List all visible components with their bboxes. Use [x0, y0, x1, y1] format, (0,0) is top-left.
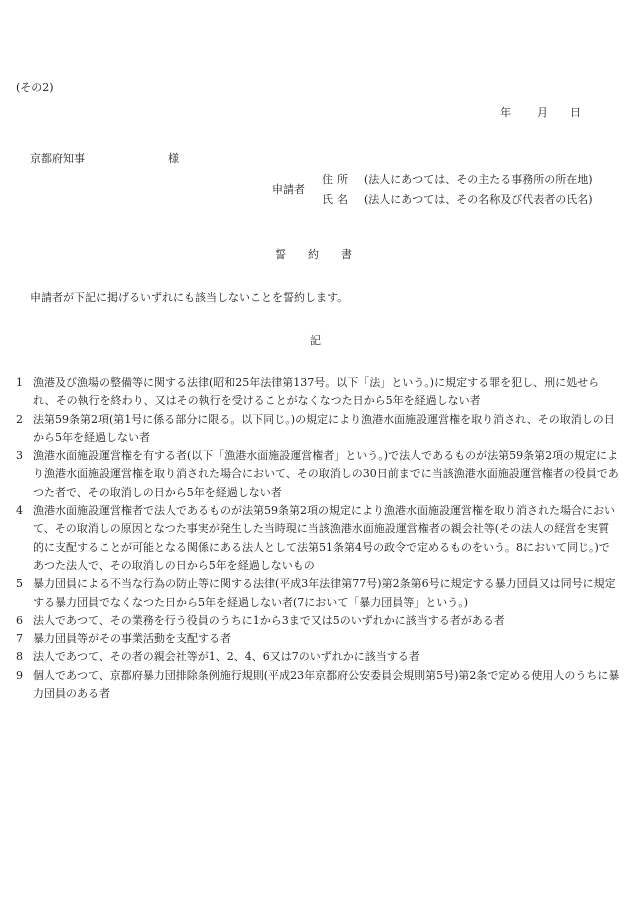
item-text: 漁港及び漁場の整備等に関する法律(昭和25年法律第137号。以下「法」という。)に規定する罪を犯し、刑に処せられ、その執行を終わり、又はその執行を受けることがなくなつた日から5年を経過しない者 — [33, 376, 600, 408]
address-label: 住所 — [322, 173, 352, 186]
ki-heading: 記 — [310, 334, 321, 347]
item-text: 漁港水面施設運営権者で法人であるものが法第59条第2項の規定により漁港水面施設運営権を取り消された場合において、その取消しの原因となつた事実が発生した当時現に当該漁港水面施設運営権者の親会社等(その法人の経営を実質的に支配することが可能となる関係にある法人として法第51条第4号の政令で定めるものをいう。8において同じ。)であつた法人で、その取消しの日から5年を経過しないもの — [33, 504, 615, 572]
item-text: 法人であつて、その者の親会社等が1、2、4、6又は7のいずれかに該当する者 — [33, 650, 420, 664]
item-number: 5 — [16, 577, 23, 591]
list-item — [16, 502, 620, 575]
item-text: 法第59条第2項(第1号に係る部分に限る。以下同じ。)の規定により漁港水面施設運営権を取り消され、その取消しの日から5年を経過しない者 — [33, 412, 615, 444]
date-month-label: 月 — [537, 106, 548, 119]
date-day-label: 日 — [570, 106, 581, 119]
item-text: 法人であつて、その業務を行う役員のうちに1から3まで又は5のいずれかに該当する者がある者 — [33, 613, 505, 627]
form-number: (その2) — [16, 81, 54, 94]
item-text: 個人であつて、京都府暴力団排除条例施行規則(平成23年京都府公安委員会規則第5号)第2条で定める使用人のうちに暴力団員のある者 — [33, 668, 620, 701]
applicant-address-row — [322, 174, 593, 185]
list-item — [16, 575, 620, 612]
list-item — [16, 612, 620, 630]
item-number: 3 — [16, 449, 23, 463]
addressee-name: 京都府知事 — [30, 152, 85, 165]
item-number: 7 — [16, 632, 23, 646]
applicant-label: 申請者 — [272, 183, 305, 196]
item-number: 4 — [16, 504, 23, 518]
item-text: 暴力団員による不当な行為の防止等に関する法律(平成3年法律第77号)第2条第6号に規定する暴力団員又は同号に規定する暴力団員でなくなつた日から5年を経過しない者(7において「暴力団員等」という。) — [33, 577, 616, 609]
item-number: 6 — [16, 613, 23, 627]
pledge-item-list — [16, 374, 620, 703]
item-number: 2 — [16, 412, 23, 426]
name-note: (法人にあつては、その名称及び代表者の氏名) — [364, 193, 593, 206]
list-item — [16, 630, 620, 648]
pledge-statement: 申請者が下記に掲げるいずれにも該当しないことを誓約します。 — [30, 291, 349, 304]
addressee-honorific: 様 — [168, 152, 179, 165]
item-number: 8 — [16, 650, 23, 664]
applicant-name-row — [322, 194, 593, 205]
date-year-label: 年 — [500, 106, 511, 119]
document-title: 誓約書 — [275, 248, 374, 261]
item-number: 9 — [16, 668, 23, 682]
list-item — [16, 411, 620, 448]
item-text: 漁港水面施設運営権を有する者(以下「漁港水面施設運営権者」という。)で法人であるものが法第59条第2項の規定により漁港水面施設運営権を取り消された場合において、その取消しの30日前までに当該漁港水面施設運営権者の役員であつた者で、その取消しの日から5年を経過しない者 — [33, 449, 619, 499]
address-note: (法人にあつては、その主たる事務所の所在地) — [364, 173, 593, 186]
list-item — [16, 667, 620, 704]
name-label: 氏名 — [322, 193, 352, 206]
item-number: 1 — [16, 376, 23, 389]
item-text: 暴力団員等がその事業活動を支配する者 — [33, 632, 231, 646]
list-item — [16, 374, 620, 411]
list-item — [16, 447, 620, 502]
list-item — [16, 648, 620, 666]
